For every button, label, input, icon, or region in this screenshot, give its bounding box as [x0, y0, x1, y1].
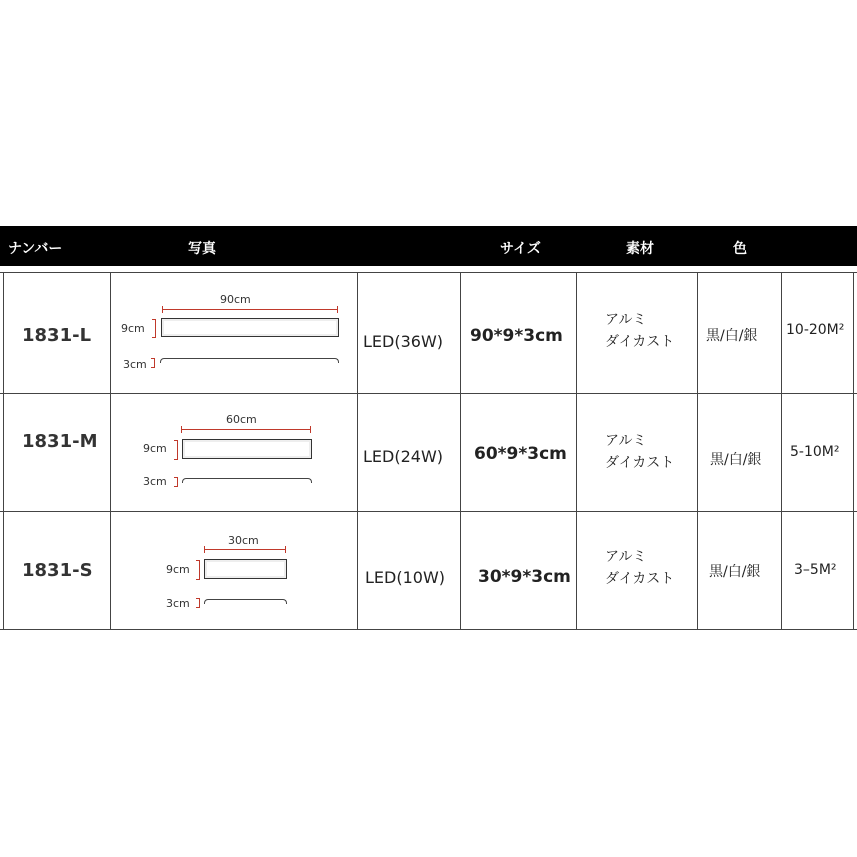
depth-label: 3cm	[123, 358, 147, 371]
width-ruler	[181, 429, 311, 430]
width-label: 90cm	[220, 293, 251, 306]
header-material: 素材	[626, 241, 654, 257]
lamp-front-view	[161, 318, 339, 337]
col-divider	[697, 272, 698, 629]
lamp-side-view	[204, 599, 287, 604]
depth-brace	[151, 358, 155, 368]
size-value: 30*9*3cm	[478, 567, 571, 587]
col-divider	[110, 272, 111, 629]
row-divider	[0, 272, 857, 273]
table-header	[0, 226, 857, 266]
coverage-area: 3–5M²	[794, 562, 837, 578]
depth-label: 3cm	[143, 475, 167, 488]
model-number: 1831-L	[22, 325, 92, 346]
color-options: 黒/白/銀	[706, 328, 758, 344]
col-divider	[853, 272, 854, 629]
width-label: 30cm	[228, 534, 259, 547]
lamp-front-view	[182, 439, 312, 459]
depth-brace	[174, 477, 178, 487]
material-line: ダイカスト	[605, 571, 675, 587]
model-number: 1831-M	[22, 431, 98, 452]
header-number: ナンバー	[8, 241, 63, 257]
power-rating: LED(36W)	[363, 332, 444, 351]
width-ruler	[204, 549, 286, 550]
material-line: アルミ	[605, 433, 647, 449]
col-divider	[781, 272, 782, 629]
power-rating: LED(10W)	[365, 568, 446, 587]
width-ruler	[162, 309, 338, 310]
height-brace	[196, 560, 200, 580]
material-line: ダイカスト	[605, 455, 675, 471]
row-divider	[0, 511, 857, 512]
material-line: ダイカスト	[605, 334, 675, 350]
material	[605, 430, 695, 474]
depth-brace	[196, 598, 200, 608]
height-label: 9cm	[121, 322, 145, 335]
lamp-side-view	[182, 478, 312, 483]
height-brace	[152, 319, 156, 338]
header-size: サイズ	[500, 241, 541, 257]
row-divider	[0, 393, 857, 394]
material	[605, 546, 695, 590]
lamp-front-view	[204, 559, 287, 579]
col-divider	[357, 272, 358, 629]
lamp-side-view	[160, 358, 339, 363]
power-rating: LED(24W)	[363, 447, 444, 466]
col-divider	[460, 272, 461, 629]
height-brace	[174, 440, 178, 460]
size-value: 60*9*3cm	[474, 444, 567, 464]
height-label: 9cm	[166, 563, 190, 576]
header-photo: 写真	[188, 241, 216, 257]
material-line: アルミ	[605, 312, 647, 328]
size-value: 90*9*3cm	[470, 326, 563, 346]
material-line: アルミ	[605, 549, 647, 565]
model-number: 1831-S	[22, 560, 93, 581]
col-divider	[576, 272, 577, 629]
material	[605, 309, 695, 353]
row-divider	[0, 629, 857, 630]
depth-label: 3cm	[166, 597, 190, 610]
width-label: 60cm	[226, 413, 257, 426]
color-options: 黒/白/銀	[710, 452, 762, 468]
coverage-area: 10-20M²	[786, 322, 845, 338]
coverage-area: 5-10M²	[790, 444, 840, 460]
color-options: 黒/白/銀	[709, 564, 761, 580]
header-color: 色	[733, 241, 747, 257]
col-divider	[3, 272, 4, 629]
height-label: 9cm	[143, 442, 167, 455]
